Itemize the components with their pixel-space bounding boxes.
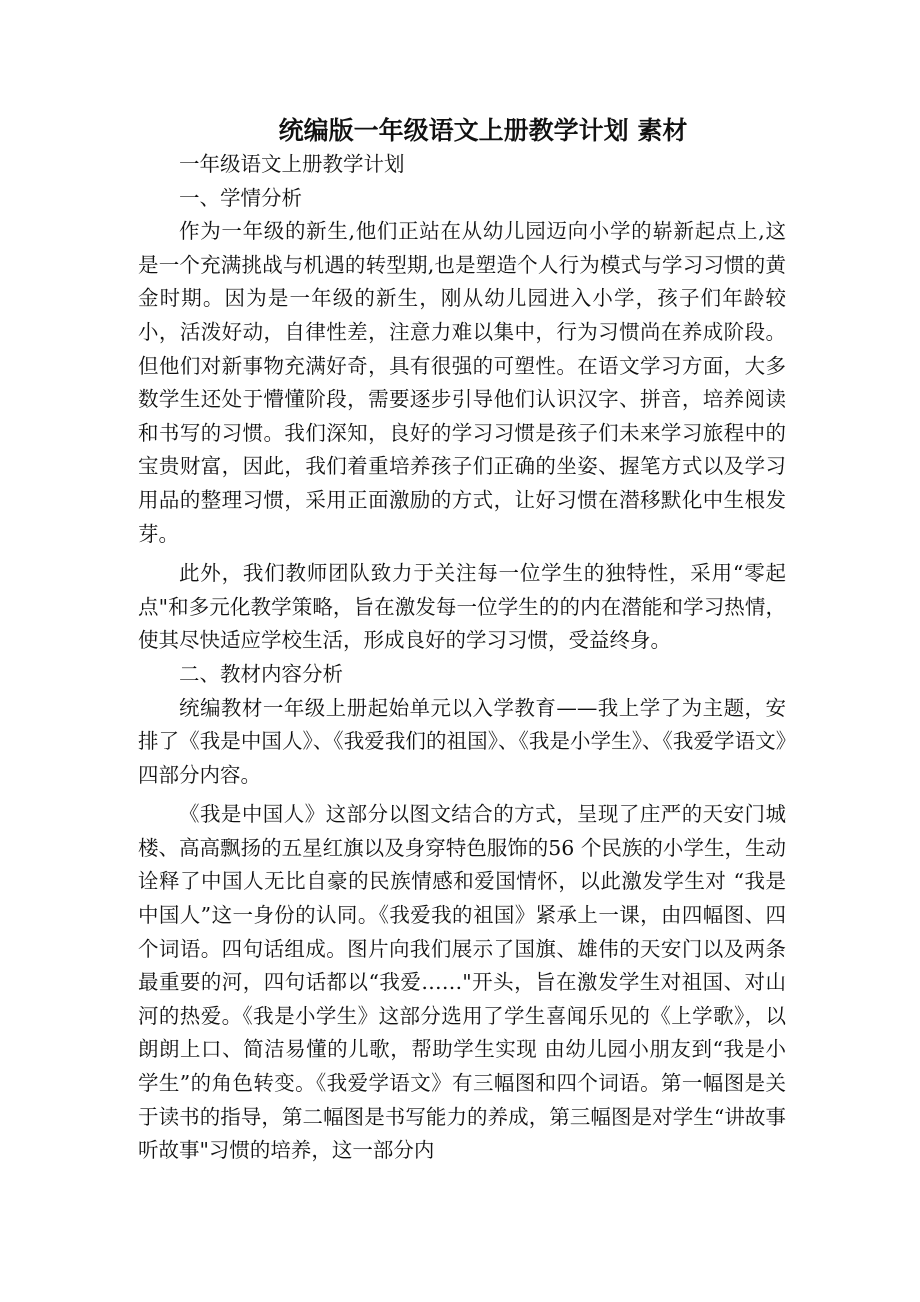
- document-subtitle: 一年级语文上册教学计划: [179, 152, 405, 176]
- paragraph-learning-analysis-2: 此外，我们教师团队致力于关注每一位学生的独特性，采用“零起点"和多元化教学策略，旨在激发每一位学生的的内在潜能和学习热情，使其尽快适应学校生活，形成良好的学习习惯，受益终身。: [138, 561, 786, 653]
- document-title: 统编版一年级语文上册教学计划 素材: [278, 116, 688, 145]
- section-heading-textbook-analysis: 二、教材内容分析: [179, 661, 343, 686]
- document-body: [138, 148, 786, 1168]
- paragraph-textbook-analysis-1: 统编教材一年级上册起始单元以入学教育——我上学了为主题，安排了《我是中国人》、《我爱我们的祖国》、《我是小学生》、《我爱学语文》四部分内容。: [138, 695, 786, 787]
- paragraph-learning-analysis-1: 作为一年级的新生,他们正站在从幼儿园迈向小学的崭新起点上,这是一个充满挑战与机遇的转型期,也是塑造个人行为模式与学习习惯的黄金时期。因为是一年级的新生，刚从幼儿园进入小学，孩子们年龄较小，活泼好动，自律性差，注意力难以集中，行为习惯尚在养成阶段。但他们对新事物充满好奇，具有很强的可塑性。在语文学习方面，大多数学生还处于懵懂阶段，需要逐步引导他们认识汉字、拼音，培养阅读和书写的习惯。我们深知，良好的学习习惯是孩子们未来学习旅程中的宝贵财富，因此，我们着重培养孩子们正确的坐姿、握笔方式以及学习用品的整理习惯，采用正面激励的方式，让好习惯在潜移默化中生根发芽。: [138, 219, 786, 546]
- paragraph-textbook-analysis-2: 《我是中国人》这部分以图文结合的方式，呈现了庄严的天安门城楼、高高飘扬的五星红旗以及身穿特色服饰的56 个民族的小学生，生动诠释了中国人无比自豪的民族情感和爱国情怀，以此激发学生对 “我是中国人”这一身份的认同。《我爱我的祖国》紧承上一课，由四幅图、四个词语。四句话组成。图片向我们展示了国旗、雄伟的天安门以及两条最重要的河，四句话都以“我爱……"开头，旨在激发学生对祖国、对山河的热爱。《我是小学生》这部分选用了学生喜闻乐见的《上学歌》，以朗朗上口、简洁易懂的儿歌，帮助学生实现 由幼儿园小朋友到“我是小学生”的角色转变。《我爱学语文》有三幅图和四个词语。第一幅图是关于读书的指导，第二幅图是书写能力的养成，第三幅图是对学生“讲故事 听故事"习惯的培养，这一部分内: [138, 802, 786, 1163]
- section-heading-learning-analysis: 一、学情分析: [179, 185, 302, 210]
